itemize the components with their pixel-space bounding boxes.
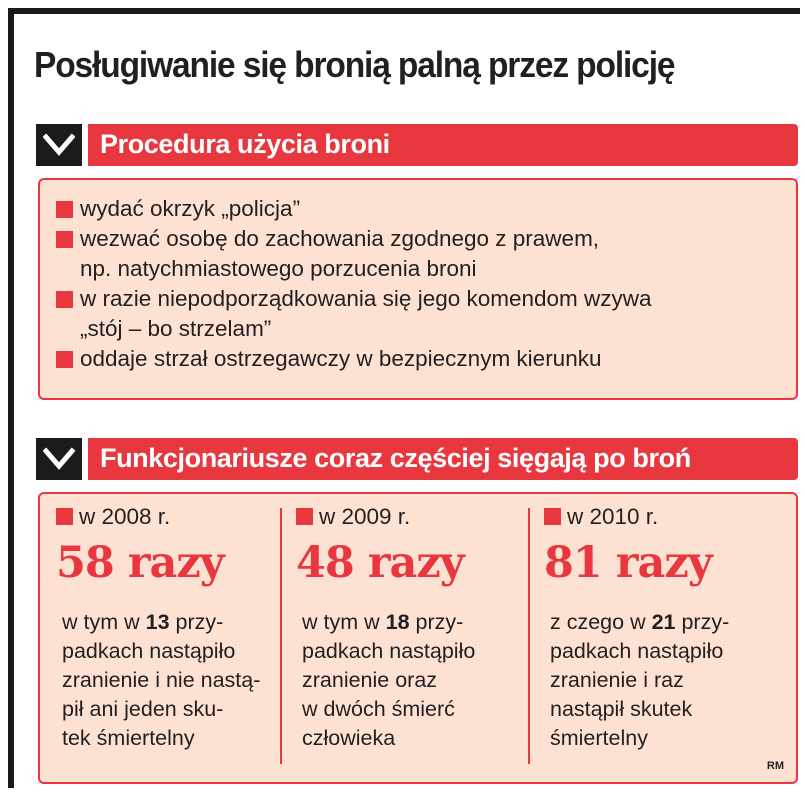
stat-year bbox=[544, 504, 658, 530]
desc-line: w dwóch śmierć bbox=[302, 697, 455, 721]
procedure-item bbox=[56, 284, 786, 344]
column-divider bbox=[280, 508, 282, 764]
desc-line: pił ani jeden sku- bbox=[62, 697, 224, 721]
procedure-item bbox=[56, 194, 786, 224]
desc-line: zranienie oraz bbox=[302, 668, 438, 692]
desc-text: w tym w bbox=[62, 610, 146, 634]
stat-year-label: w 2008 r. bbox=[79, 504, 171, 529]
infographic-title: Posługiwanie się bronią palną przez policję bbox=[34, 44, 675, 85]
procedure-item-text: oddaje strzał ostrzegawczy w bezpiecznym kierunku bbox=[80, 346, 602, 371]
desc-line: zranienie i raz bbox=[550, 668, 684, 692]
procedure-header bbox=[36, 124, 798, 166]
procedure-heading: Procedura użycia broni bbox=[100, 129, 390, 159]
procedure-list bbox=[56, 194, 786, 374]
desc-line bbox=[550, 608, 729, 637]
desc-text: z czego w bbox=[550, 610, 652, 634]
column-divider bbox=[528, 508, 530, 764]
procedure-item-text: wydać okrzyk „policja” bbox=[80, 196, 301, 221]
procedure-item bbox=[56, 224, 786, 284]
stat-description bbox=[550, 608, 729, 753]
stat-column-2008 bbox=[56, 494, 286, 782]
stat-year-label: w 2009 r. bbox=[319, 504, 411, 529]
desc-line bbox=[302, 608, 475, 637]
desc-line: padkach nastąpiło bbox=[302, 639, 476, 663]
stat-count: 81 razy bbox=[544, 538, 712, 588]
stats-header-bar bbox=[88, 438, 798, 480]
desc-number: 13 bbox=[145, 610, 170, 634]
desc-line: człowieka bbox=[302, 726, 396, 750]
desc-text: przy- bbox=[675, 610, 730, 634]
desc-line: tek śmiertelny bbox=[62, 726, 195, 750]
stat-description bbox=[62, 608, 260, 753]
procedure-item-text-cont: „stój – bo strzelam” bbox=[80, 316, 272, 341]
bullet-square-icon bbox=[56, 201, 73, 218]
stat-description bbox=[302, 608, 475, 753]
procedure-item-text-cont: np. natychmiastowego porzucenia broni bbox=[80, 256, 477, 281]
stat-year bbox=[56, 504, 170, 530]
desc-number: 18 bbox=[385, 610, 410, 634]
stat-column-2010 bbox=[544, 494, 784, 782]
stats-heading: Funkcjonariusze coraz częściej sięgają po broń bbox=[100, 443, 691, 473]
stat-year-label: w 2010 r. bbox=[567, 504, 659, 529]
desc-line: padkach nastąpiło bbox=[62, 639, 236, 663]
stat-year bbox=[296, 504, 410, 530]
desc-line: padkach nastąpiło bbox=[550, 639, 724, 663]
procedure-header-bar bbox=[88, 124, 798, 166]
desc-line: śmiertelny bbox=[550, 726, 648, 750]
bullet-square-icon bbox=[544, 508, 561, 525]
desc-line bbox=[62, 608, 260, 637]
stat-count: 58 razy bbox=[56, 538, 224, 588]
bullet-square-icon bbox=[56, 231, 73, 248]
stat-count: 48 razy bbox=[296, 538, 464, 588]
frame-left-rule bbox=[8, 8, 14, 788]
bullet-square-icon bbox=[56, 291, 73, 308]
procedure-panel bbox=[38, 178, 798, 400]
desc-line: nastąpił skutek bbox=[550, 697, 693, 721]
bullet-square-icon bbox=[296, 508, 313, 525]
procedure-item-text: w razie niepodporządkowania się jego komendom wzywa bbox=[80, 286, 652, 311]
stat-column-2009 bbox=[296, 494, 526, 782]
desc-text: w tym w bbox=[302, 610, 386, 634]
procedure-item bbox=[56, 344, 786, 374]
stats-header bbox=[36, 438, 798, 480]
author-credit: RM bbox=[766, 760, 784, 772]
stats-panel bbox=[38, 492, 798, 784]
bullet-square-icon bbox=[56, 351, 73, 368]
bullet-square-icon bbox=[56, 508, 73, 525]
chevron-down-icon bbox=[36, 438, 82, 480]
desc-line: zranienie i nie nastą- bbox=[62, 668, 261, 692]
desc-number: 21 bbox=[651, 610, 676, 634]
chevron-down-icon bbox=[36, 124, 82, 166]
procedure-item-text: wezwać osobę do zachowania zgodnego z prawem, bbox=[80, 226, 600, 251]
desc-text: przy- bbox=[169, 610, 224, 634]
frame-top-rule bbox=[8, 8, 800, 14]
desc-text: przy- bbox=[409, 610, 464, 634]
